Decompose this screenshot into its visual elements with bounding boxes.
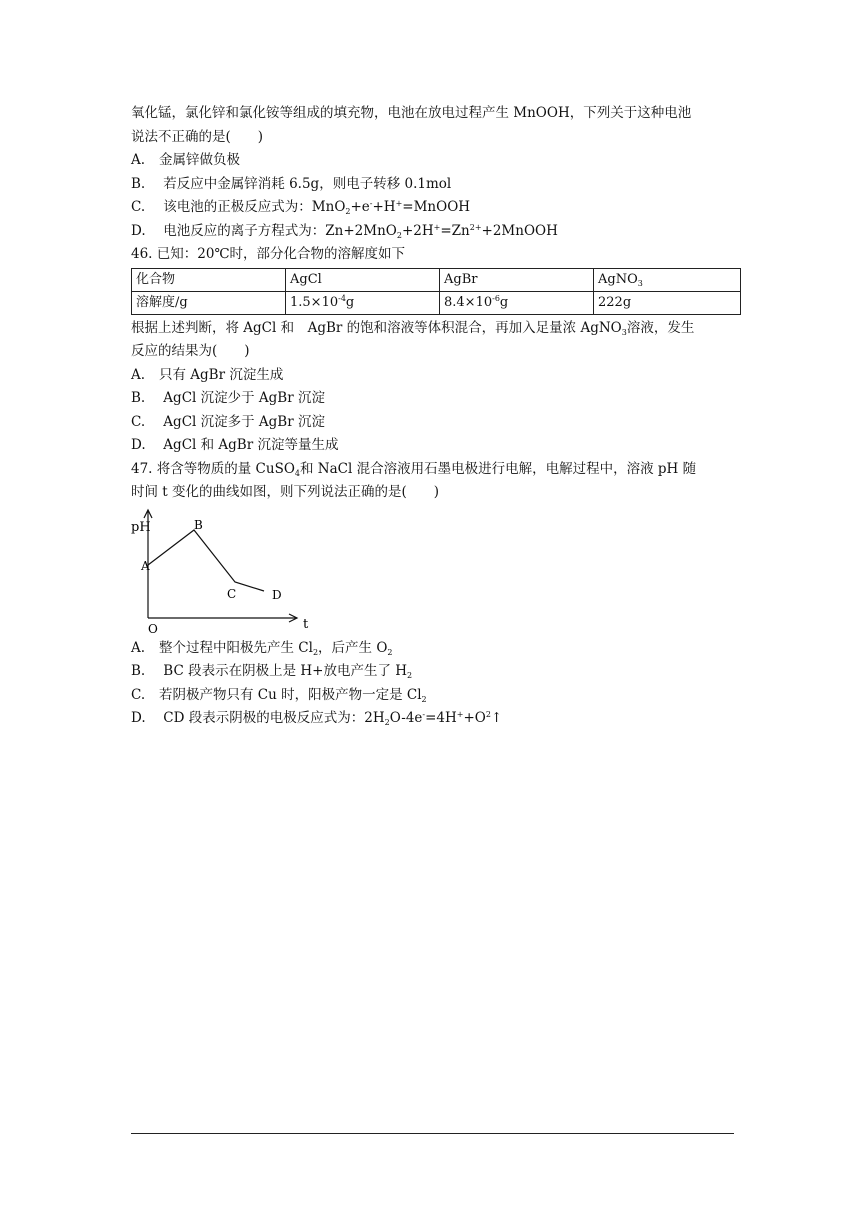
q45-option-a (131, 149, 735, 173)
subscript: 3 (621, 327, 627, 337)
intro-line-1: 氧化锰，氯化锌和氯化铵等组成的填充物，电池在放电过程产生 MnOOH，下列关于这种电池 (131, 105, 692, 121)
document-page (131, 102, 735, 731)
option-label: B. (131, 390, 146, 406)
subscript: 4 (294, 468, 300, 478)
unit-text: g (345, 294, 355, 310)
ph-curve (148, 530, 264, 591)
footer-divider (131, 1133, 734, 1134)
point-label-b: B (194, 517, 203, 532)
q46-text: 溶液，发生 (626, 319, 695, 336)
option-text: O-4e (389, 710, 423, 726)
table-row (132, 291, 741, 314)
option-text: 若反应中金属锌消耗 6.5g，则电子转移 0.1mol (163, 175, 452, 192)
formula-text: 该电池的正极反应式为：MnO (163, 199, 346, 215)
q45-option-d: D. 电池反应的离子方程式为：$Zn+2MnO_2+2H^+=Zn^{2+}+2MnOOH$ (131, 220, 735, 244)
subscript: 3 (637, 278, 643, 288)
unit-text: g (499, 294, 509, 310)
point-label-c: C (227, 586, 237, 601)
formula-text: +2H (401, 222, 434, 239)
option-text: +O (463, 710, 486, 726)
gas-arrow-icon: ↑ (490, 710, 503, 726)
table-header-cell: AgBr (440, 268, 594, 291)
q46-option-a (131, 364, 735, 388)
q46-option-b (131, 387, 735, 411)
ph-time-graph (131, 507, 735, 637)
option-label: B. (131, 663, 146, 679)
subscript: 2 (384, 718, 390, 727)
table-header-cell: 化合物 (132, 268, 286, 291)
q46-option-d (131, 434, 735, 458)
option-text: AgCl 沉淀少于 AgBr 沉淀 (163, 390, 325, 406)
value-text: 8.4×10 (444, 294, 493, 310)
table-cell: 222g (594, 291, 741, 314)
option-text: AgCl 和 AgBr 沉淀等量生成 (163, 437, 339, 453)
intro-line-2: 说法不正确的是( ) (131, 128, 264, 145)
formula-text: =Zn (440, 222, 470, 239)
table-header-cell (594, 268, 741, 291)
q47-line-2: 时间 t 变化的曲线如图，则下列说法正确的是( ) (131, 484, 440, 500)
option-text: =4H (425, 710, 457, 726)
subscript: 2 (407, 671, 413, 680)
option-label: B. (131, 175, 146, 192)
formula-text: 电池反应的离子方程式为：Zn+2MnO (163, 222, 397, 239)
q45-option-c: C. 该电池的正极反应式为：MnO$_2$+e-+H+=MnOOH (131, 196, 735, 220)
q46-text: 根据上述判断，将 AgCl 和 AgBr 的饱和溶液等体积混合，再加入足量浓 AgNO (131, 319, 622, 336)
table-cell (286, 291, 440, 314)
option-label: A. (131, 639, 146, 656)
option-text: 整个过程中阳极先产生 Cl (159, 639, 313, 656)
formula-text: +e (350, 199, 370, 215)
q46-stem: 46. 已知：20℃时，部分化合物的溶解度如下 (131, 246, 406, 262)
point-label-a: A (141, 558, 150, 573)
exponent: -4 (338, 293, 346, 303)
table-header-cell: AgCl (286, 268, 440, 291)
option-text: AgCl 沉淀多于 AgBr 沉淀 (163, 413, 325, 430)
point-label-d: D (272, 587, 282, 602)
option-label: C. (131, 199, 146, 215)
option-label: D. (131, 710, 146, 726)
exponent: -6 (492, 293, 500, 303)
formula-text: AgNO (598, 271, 638, 287)
option-text: 金属锌做负极 (159, 152, 240, 168)
formula-text: +2MnOOH (481, 222, 558, 239)
subscript: 2 (312, 647, 319, 657)
option-text: ，后产生 O (318, 639, 388, 656)
formula-text: =MnOOH (402, 199, 471, 215)
option-text: 只有 AgBr 沉淀生成 (159, 366, 284, 383)
table-cell: 溶解度/g (132, 291, 286, 314)
table-row (132, 268, 741, 291)
q46-line-2: 反应的结果为( ) (131, 343, 250, 359)
solubility-table (131, 268, 741, 315)
option-text: CD 段表示阴极的电极反应式为：2H (163, 710, 385, 726)
ph-graph-svg (131, 507, 331, 637)
value-text: 1.5×10 (290, 294, 339, 310)
option-label: A. (131, 152, 146, 168)
q47-option-d: D. CD 段表示阴极的电极反应式为：$2H_2O-4e^-=4H^++O^2↑$ (131, 707, 735, 731)
option-text: 若阴极产物只有 Cu 时，阳极产物一定是 Cl (159, 686, 422, 703)
q47-text: 47. 将含等物质的量 CuSO (131, 460, 295, 477)
option-label: C. (131, 413, 146, 430)
option-label: A. (131, 366, 146, 383)
option-label: D. (131, 437, 146, 453)
q46-option-c (131, 411, 735, 435)
option-label: D. (131, 222, 146, 239)
option-label: C. (131, 686, 146, 703)
table-cell (440, 291, 594, 314)
subscript: 2 (421, 694, 427, 704)
q45-option-b (131, 173, 735, 197)
origin-label: O (148, 621, 158, 636)
q46-line-1 (131, 317, 735, 341)
q47-option-b (131, 660, 735, 684)
x-axis-label: t (303, 616, 309, 632)
q47-option-a (131, 637, 735, 661)
subscript: 2 (387, 647, 393, 657)
y-axis-label: pH (131, 519, 151, 535)
q47-text: 和 NaCl 混合溶液用石墨电极进行电解，电解过程中，溶液 pH 随 (300, 460, 697, 477)
q47-line-1 (131, 458, 735, 482)
option-text: BC 段表示在阴极上是 H+放电产生了 H (163, 663, 408, 679)
formula-text: +H (372, 199, 396, 215)
q47-option-c (131, 684, 735, 708)
